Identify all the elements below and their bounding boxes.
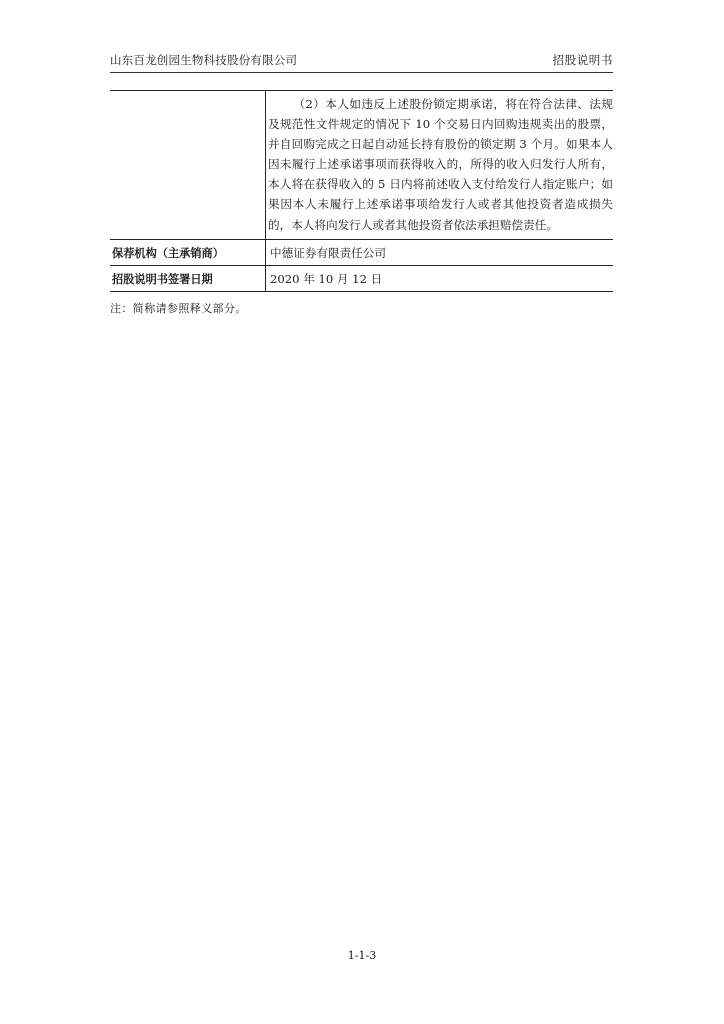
table-value-sponsor: 中德证券有限责任公司: [266, 239, 614, 265]
header-company-name: 山东百龙创园生物科技股份有限公司: [110, 53, 298, 67]
prospectus-info-table: [110, 90, 613, 292]
table-row-sponsor: [110, 239, 613, 265]
page-header: [110, 48, 613, 73]
table-row-signing-date: [110, 265, 613, 291]
header-document-type: 招股说明书: [552, 53, 613, 67]
table-value-signing-date: 2020 年 10 月 12 日: [266, 265, 614, 291]
footnote: 注：简称请参照释义部分。: [110, 302, 247, 315]
table-label-signing-date: 招股说明书签署日期: [110, 265, 266, 291]
table-label-cell-empty: [110, 91, 266, 240]
commitment-paragraph: （2）本人如违反上述股份锁定期承诺，将在符合法律、法规及规范性文件规定的情况下 10 个交易日内回购违规卖出的股票，并自回购完成之日起自动延长持有股份的锁定期 3 个月。如果本人因未履行上述承诺事项而获得收入的，所得的收入归发行人所有，本人将在获得收入的 5 日内将前述收入支付给发行人指定账户；如果因本人未履行上述承诺事项给发行人或者其他投资者造成损失的，本人将向发行人或者其他投资者依法承担赔偿责任。: [268, 97, 613, 232]
page-number: 1-1-3: [347, 949, 377, 962]
table-label-sponsor: 保荐机构（主承销商）: [110, 239, 266, 265]
table-value-cell-commitment: [266, 91, 614, 240]
table-row-commitment: [110, 91, 613, 240]
